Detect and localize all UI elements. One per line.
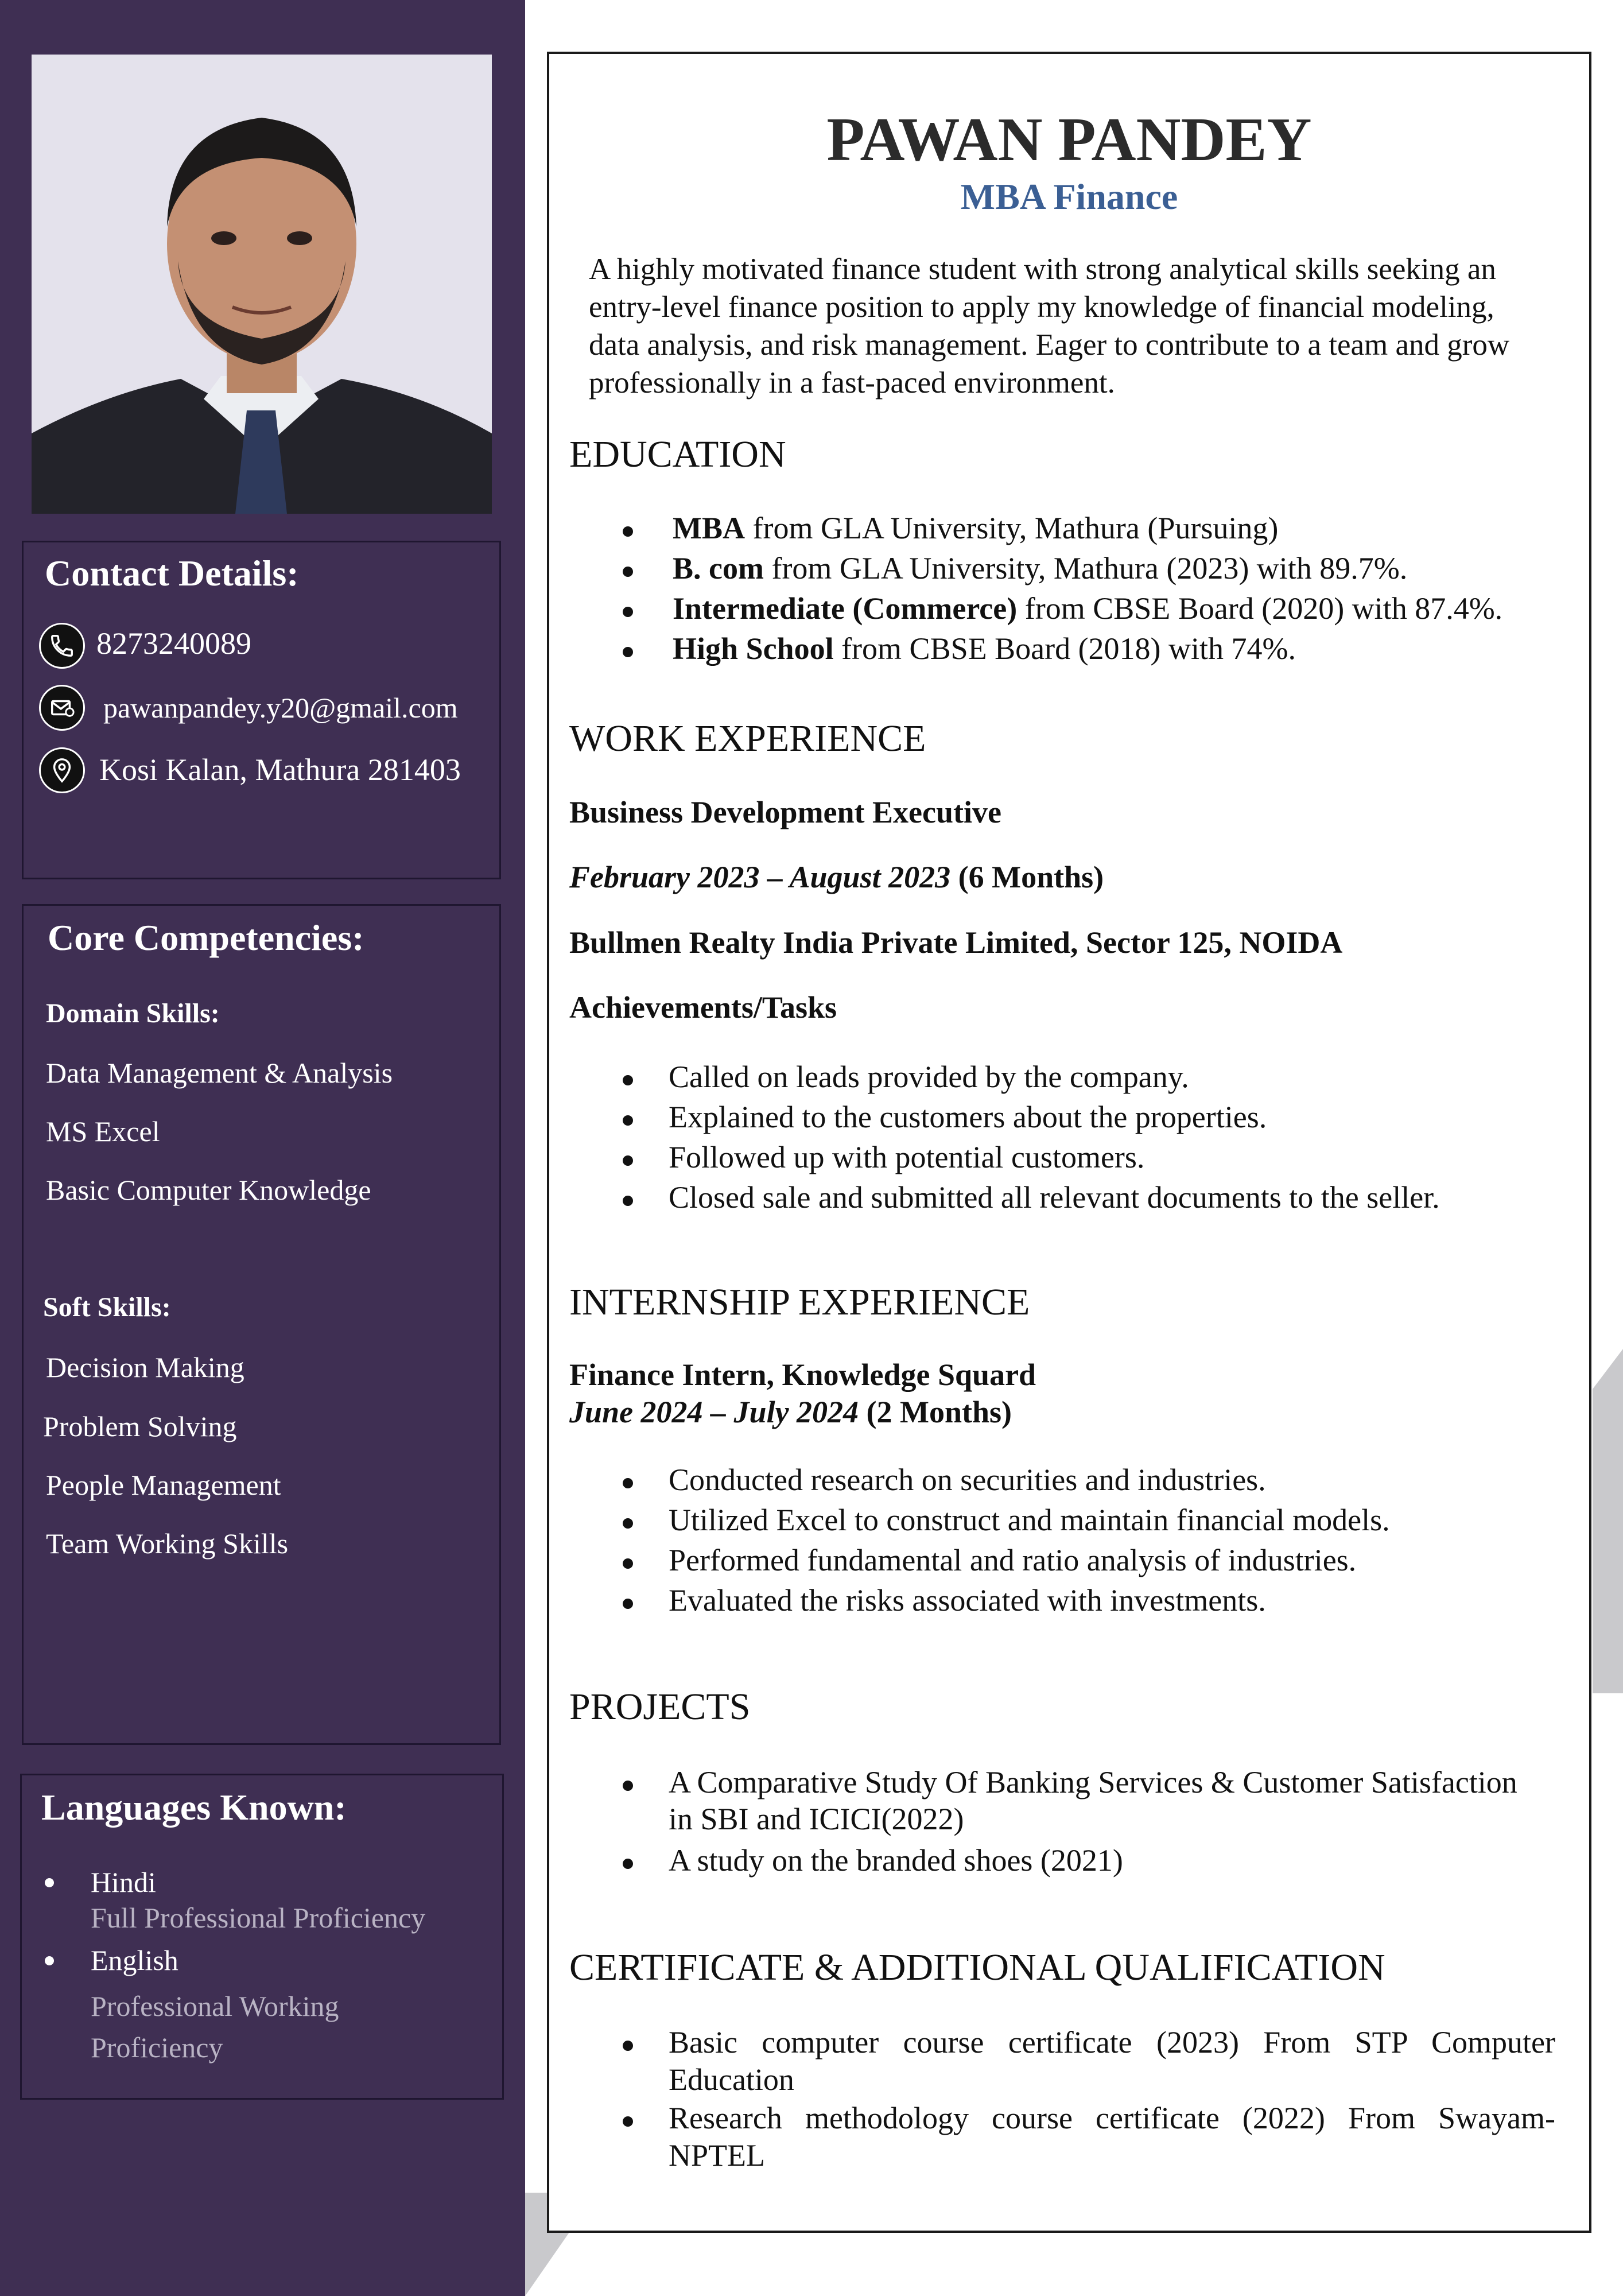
profile-photo xyxy=(32,55,492,514)
work-task-item: Explained to the customers about the properties. xyxy=(669,1100,1267,1134)
domain-skill-item: Data Management & Analysis xyxy=(46,1057,393,1089)
education-detail: from CBSE Board (2018) with 74%. xyxy=(833,631,1296,666)
internship-task-item: Performed fundamental and ratio analysis of industries. xyxy=(669,1543,1357,1577)
project-item-continued: in SBI and ICICI(2022) xyxy=(669,1802,964,1836)
education-degree: Intermediate (Commerce) xyxy=(673,591,1018,626)
competencies-heading: Core Competencies: xyxy=(48,917,364,958)
soft-skill-item: Team Working Skills xyxy=(46,1527,289,1560)
work-experience-heading: WORK EXPERIENCE xyxy=(569,718,926,759)
phone-icon xyxy=(39,623,85,669)
domain-skill-item: MS Excel xyxy=(46,1115,160,1147)
summary-line: professionally in a fast-paced environment. xyxy=(589,366,1115,400)
domain-skill-item: Basic Computer Knowledge xyxy=(46,1174,371,1206)
certificate-item: Basic computer course certificate (2023) From STP Computer xyxy=(669,2025,1555,2060)
certificate-item-continued: NPTEL xyxy=(669,2138,765,2173)
certificates-heading: CERTIFICATE & ADDITIONAL QUALIFICATION xyxy=(569,1946,1385,1988)
work-task-item: Called on leads provided by the company. xyxy=(669,1060,1189,1094)
language-level: Professional Working xyxy=(91,1990,339,2022)
bullet xyxy=(623,2041,633,2051)
internship-period-dates: June 2024 – July 2024 xyxy=(569,1395,859,1429)
education-detail: from GLA University, Mathura (2023) with 89.7%. xyxy=(763,551,1408,585)
bullet xyxy=(623,1075,633,1085)
work-task-item: Closed sale and submitted all relevant documents to the seller. xyxy=(669,1180,1440,1215)
languages-heading: Languages Known: xyxy=(41,1787,347,1828)
bullet xyxy=(623,1781,633,1791)
internship-task-item: Evaluated the risks associated with investments. xyxy=(669,1583,1266,1618)
contact-heading: Contact Details: xyxy=(45,553,299,594)
bullet xyxy=(623,526,633,537)
work-tasks-heading: Achievements/Tasks xyxy=(569,990,837,1025)
project-item: A study on the branded shoes (2021) xyxy=(669,1843,1123,1878)
education-degree: High School xyxy=(673,631,834,666)
education-heading: EDUCATION xyxy=(569,433,786,475)
work-period-duration: (6 Months) xyxy=(950,860,1104,894)
bullet xyxy=(623,1115,633,1126)
domain-skills-heading: Domain Skills: xyxy=(46,998,220,1029)
soft-skills-heading: Soft Skills: xyxy=(43,1292,171,1322)
candidate-degree: MBA Finance xyxy=(960,176,1178,217)
internship-role: Finance Intern, Knowledge Squard xyxy=(569,1358,1036,1392)
soft-skill-item: Problem Solving xyxy=(43,1410,237,1442)
bullet xyxy=(623,567,633,577)
education-item xyxy=(673,510,1278,546)
summary-line: data analysis, and risk management. Eager to contribute to a team and grow xyxy=(589,328,1510,362)
email-icon xyxy=(39,685,85,731)
education-item xyxy=(673,591,1502,626)
certificate-item-continued: Education xyxy=(669,2062,794,2097)
education-detail: from GLA University, Mathura (Pursuing) xyxy=(744,511,1279,545)
work-period-dates: February 2023 – August 2023 xyxy=(569,860,951,894)
education-degree: MBA xyxy=(673,511,745,545)
sidebar xyxy=(0,0,525,2296)
bullet xyxy=(623,1558,633,1569)
education-degree: B. com xyxy=(673,551,764,585)
language-name: Hindi xyxy=(91,1866,156,1898)
candidate-name: PAWAN PANDEY xyxy=(826,106,1312,174)
soft-skill-item: People Management xyxy=(46,1469,281,1501)
work-task-item: Followed up with potential customers. xyxy=(669,1140,1145,1174)
contact-phone: 8273240089 xyxy=(96,626,251,661)
bullet xyxy=(45,1956,54,1965)
bullet xyxy=(623,647,633,657)
projects-heading: PROJECTS xyxy=(569,1686,751,1728)
work-period xyxy=(569,859,1104,895)
bullet xyxy=(623,1518,633,1529)
contact-email: pawanpandey.y20@gmail.com xyxy=(103,692,458,724)
bullet xyxy=(623,1155,633,1166)
bullet xyxy=(623,1859,633,1869)
bullet xyxy=(623,607,633,617)
internship-period-duration: (2 Months) xyxy=(859,1395,1012,1429)
location-icon xyxy=(39,747,85,793)
contact-address: Kosi Kalan, Mathura 281403 xyxy=(99,753,461,787)
internship-task-item: Utilized Excel to construct and maintain financial models. xyxy=(669,1503,1390,1537)
project-item: A Comparative Study Of Banking Services & Customer Satisfaction xyxy=(669,1765,1517,1799)
language-name: English xyxy=(91,1944,178,1976)
bullet xyxy=(623,1196,633,1206)
certificate-item: Research methodology course certificate (2022) From Swayam- xyxy=(669,2101,1555,2135)
bullet xyxy=(623,1478,633,1488)
summary-line: entry-level finance position to apply my knowledge of financial modeling, xyxy=(589,290,1494,324)
internship-heading: INTERNSHIP EXPERIENCE xyxy=(569,1281,1030,1323)
soft-skill-item: Decision Making xyxy=(46,1351,244,1383)
bullet xyxy=(623,2116,633,2127)
language-level: Full Professional Proficiency xyxy=(91,1902,426,1934)
work-role: Business Development Executive xyxy=(569,795,1001,829)
main-content-box xyxy=(547,52,1591,2233)
education-item xyxy=(673,631,1296,666)
education-detail: from CBSE Board (2020) with 87.4%. xyxy=(1017,591,1503,626)
education-item xyxy=(673,550,1407,586)
summary-line: A highly motivated finance student with strong analytical skills seeking an xyxy=(589,253,1496,286)
work-company: Bullmen Realty India Private Limited, Sector 125, NOIDA xyxy=(569,925,1343,960)
bullet xyxy=(45,1878,54,1887)
core-competencies-box xyxy=(22,904,501,1745)
language-level: Proficiency xyxy=(91,2031,223,2064)
internship-period xyxy=(569,1394,1012,1430)
bullet xyxy=(623,1599,633,1609)
internship-task-item: Conducted research on securities and industries. xyxy=(669,1463,1266,1497)
